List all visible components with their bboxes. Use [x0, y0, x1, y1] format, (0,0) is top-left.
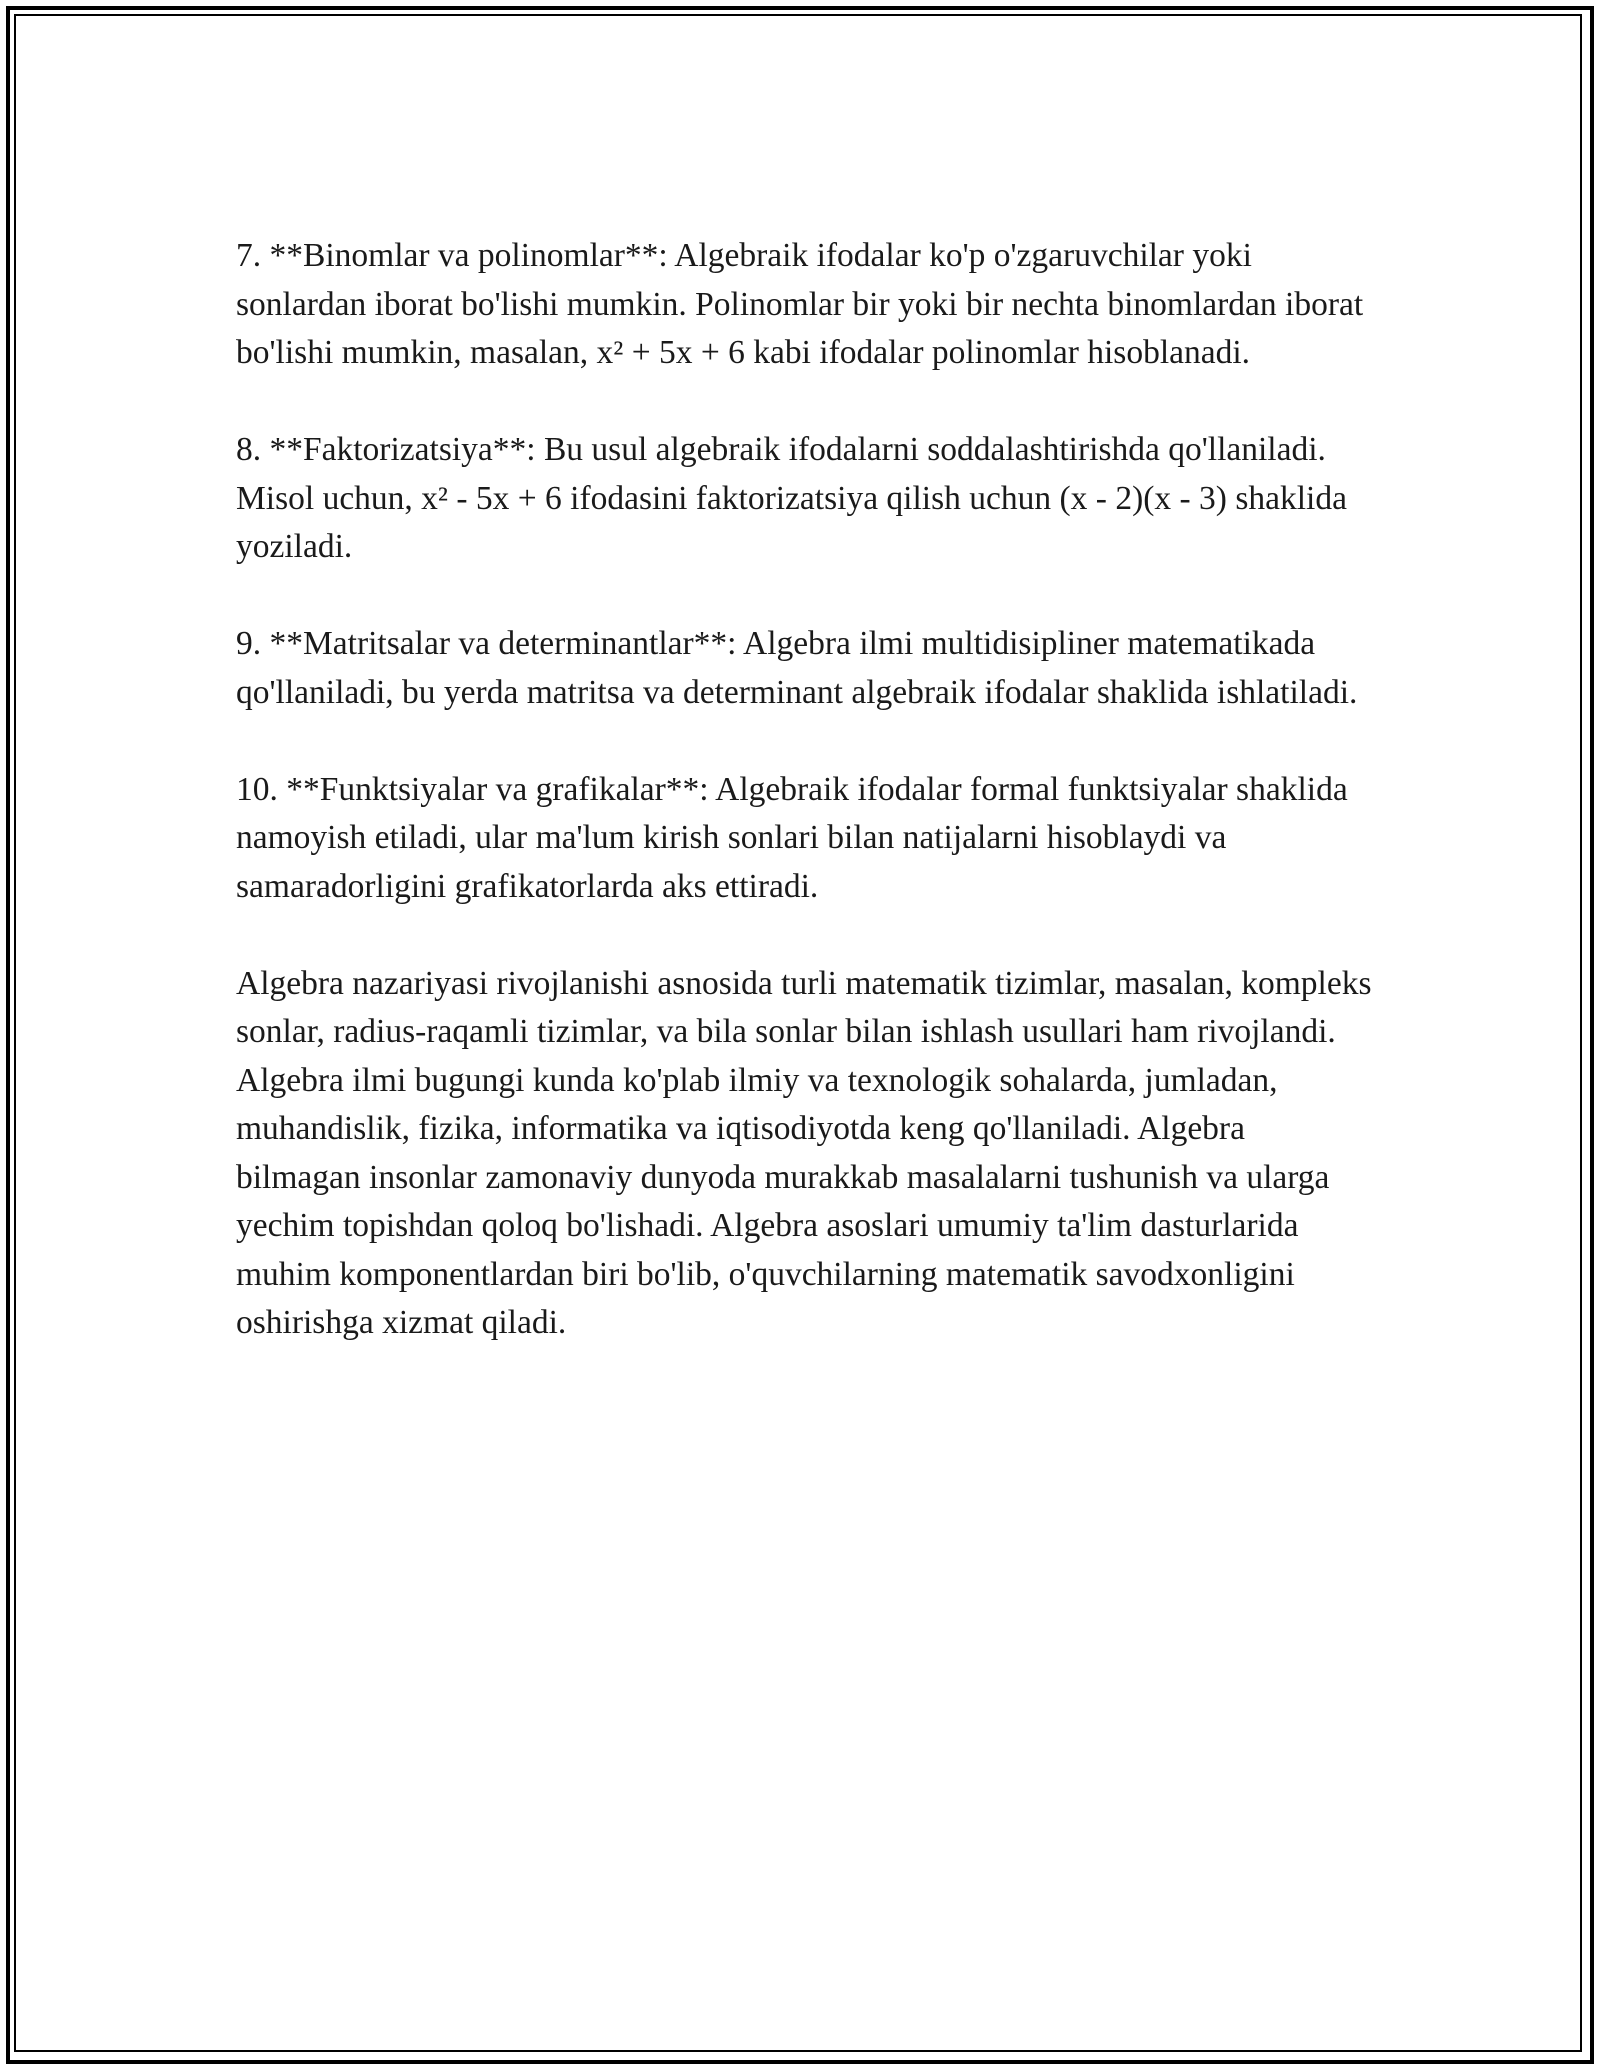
paragraph-faktorizatsiya: 8. **Faktorizatsiya**: Bu usul algebraik ifodalarni soddalashtirishda qo'llaniladi. Misol uchun, x² - 5x + 6 ifodasini faktorizatsiya qilish uchun (x - 2)(x - 3) shaklida yoziladi.	[236, 431, 1347, 565]
document-body	[236, 232, 1376, 1396]
paragraph-binomlar-polinomlar: 7. **Binomlar va polinomlar**: Algebraik ifodalar ko'p o'zgaruvchilar yoki sonlardan iborat bo'lishi mumkin. Polinomlar bir yoki bir nechta binomlardan iborat bo'lishi mumkin, masalan, x² + 5x + 6 kabi ifodalar polinomlar hisoblanadi.	[236, 237, 1364, 371]
paragraph-conclusion: Algebra nazariyasi rivojlanishi asnosida turli matematik tizimlar, masalan, kompleks sonlar, radius-raqamli tizimlar, va bila sonlar bilan ishlash usullari ham rivojlandi. Algebra ilmi bugungi kunda ko'plab ilmiy va texnologik sohalarda, jumladan, muhandislik, fizika, informatika va iqtisodiyotda keng qo'llaniladi. Algebra bilmagan insonlar zamonaviy dunyoda murakkab masalalarni tushunish va ularga yechim topishdan qoloq bo'lishadi. Algebra asoslari umumiy ta'lim dasturlarida muhim komponentlardan biri bo'lib, o'quvchilarning matematik savodxonligini oshirishga xizmat qiladi.	[236, 964, 1372, 1341]
paragraph-matritsalar-determinantlar: 9. **Matritsalar va determinantlar**: Algebra ilmi multidisipliner matematikada qo'llaniladi, bu yerda matritsa va determinant algebraik ifodalar shaklida ishlatiladi.	[236, 625, 1358, 711]
paragraph-funktsiyalar-grafikalar: 10. **Funktsiyalar va grafikalar**: Algebraik ifodalar formal funktsiyalar shaklida namoyish etiladi, ular ma'lum kirish sonlari bilan natijalarni hisoblaydi va samaradorligini grafikatorlarda aks ettiradi.	[236, 770, 1348, 905]
